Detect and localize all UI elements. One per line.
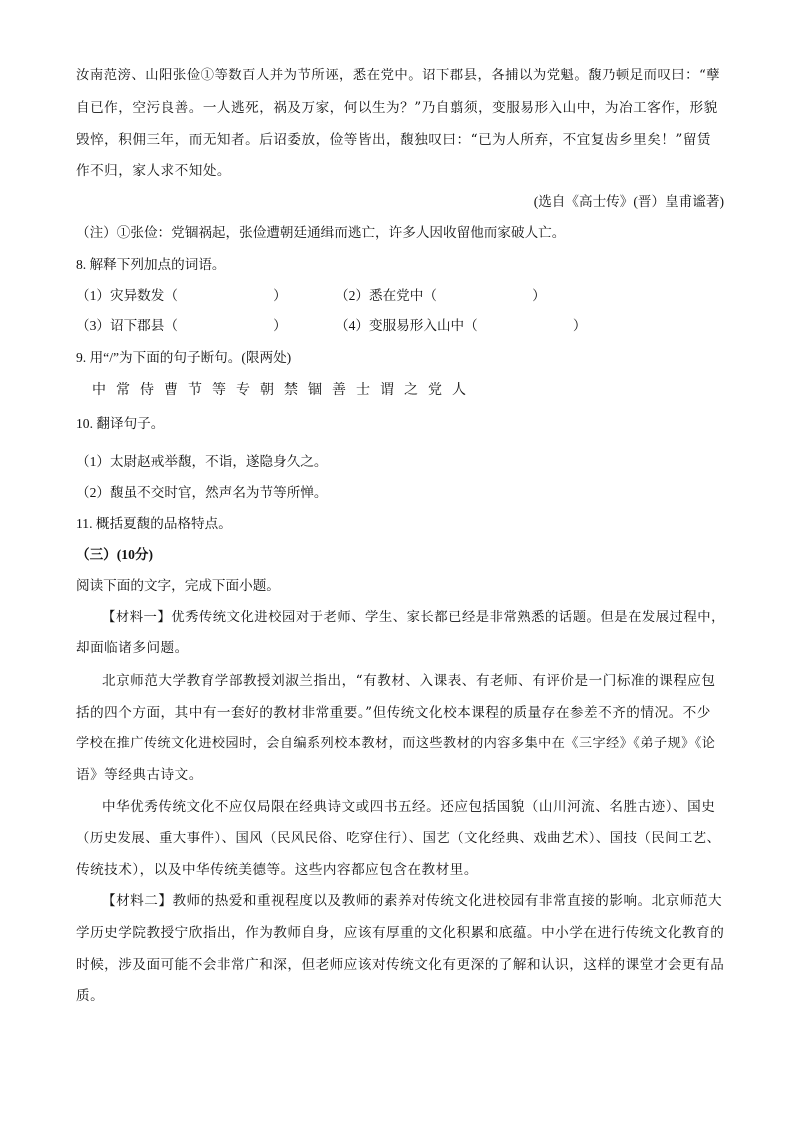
passage-line-3: 毁悴，积佣三年，而无知者。后诏委放，俭等皆出，馥独叹曰：“已为人所弃，不宜复齿乡里矣！”留赁 <box>76 132 712 148</box>
question-10-item-1: （1）太尉赵戒举馥，不诣，遂隐身久之。 <box>76 454 328 469</box>
question-10-item-2: （2）馥虽不交时官，然声名为节等所惮。 <box>76 485 328 500</box>
passage-note: （注）①张俭：党锢祸起，张俭遭朝廷通缉而逃亡，许多人因收留他而家破人亡。 <box>76 225 566 240</box>
question-9-stem: 9. 用“/”为下面的句子断句。(限两处) <box>76 350 292 365</box>
material-2-text: 教师的热爱和重视程度以及教师的素养对传统文化进校园有非常直接的影响。北京师范大 <box>172 893 723 909</box>
question-11-stem: 11. 概括夏馥的品格特点。 <box>76 516 232 531</box>
question-8-item-2: （2）悉在党中（ ） <box>335 288 546 303</box>
material-1-p3-line-1: 中华优秀传统文化不应仅局限在经典诗文或四书五经。还应包括国貌（山川河流、名胜古迹）、国史 <box>102 799 716 815</box>
material-1-text: 优秀传统文化进校园对于老师、学生、家长都已经是非常熟悉的话题。但是在发展过程中， <box>171 610 725 625</box>
question-8-item-4: （4）变服易形入山中（ ） <box>335 318 587 333</box>
question-8-item-1: （1）灾异数发（ ） <box>76 288 287 303</box>
material-1-tag: 【材料一】 <box>102 609 172 624</box>
question-9-sentence: 中常侍曹节等专朝禁锢善士谓之党人 <box>92 382 476 398</box>
material-1-line-2: 却面临诸多问题。 <box>76 640 189 656</box>
material-2-line-3: 时候，涉及面可能不会非常广和深，但老师应该对传统文化有更深的了解和认识，这样的课堂才会更有品 <box>76 957 725 973</box>
passage-source: (选自《高士传》(晋）皇甫谧著) <box>533 194 724 209</box>
material-1-p2-line-1: 北京师范大学教育学部教授刘淑兰指出，“有教材、入课表、有老师、有评价是一门标准的课程应包 <box>102 673 716 689</box>
material-1-p3-line-2: （历史发展、重大事件）、国风（民风民俗、吃穿住行）、国艺（文化经典、戏曲艺术）、国技（民间工艺、 <box>76 831 721 846</box>
material-2-line-4: 质。 <box>76 988 105 1004</box>
material-1-p2-line-3: 学校在推广传统文化进校园时，会自编系列校本教材，而这些教材的内容多集中在《三字经》《弟子规》《论 <box>76 736 716 751</box>
material-1-line-1 <box>102 607 724 628</box>
passage-line-2: 自已作，空污良善。一人逃死，祸及万家，何以生为？”乃自翦须，变服易形入山中，为冶工客作，形貌 <box>76 100 718 116</box>
material-2-line-1 <box>102 891 724 911</box>
passage-line-1: 汝南范滂、山阳张俭①等数百人并为节所诬，悉在党中。诏下郡县，各捕以为党魁。馥乃顿足而叹曰：“孽 <box>76 68 721 83</box>
material-2-tag: 【材料二】 <box>102 893 173 908</box>
material-1-p2-line-4: 语》等经典古诗文。 <box>76 767 203 783</box>
material-1-p2-line-2: 括的四个方面，其中有一套好的教材非常重要。”但传统文化校本课程的质量存在参差不齐的情况。不少 <box>76 705 711 721</box>
question-8-item-3: （3）诏下郡县（ ） <box>76 318 287 333</box>
passage-line-4: 作不归，家人求不知处。 <box>76 163 232 179</box>
section-3-instruction: 阅读下面的文字，完成下面小题。 <box>76 578 280 593</box>
material-2-line-2: 学历史学院教授宁欣指出，作为教师自身，应该有厚重的文化积累和底蕴。中小学在进行传统文化教育的 <box>76 925 725 941</box>
question-8-stem: 8. 解释下列加点的词语。 <box>76 257 226 272</box>
material-1-p3-line-3: 传统技术），以及中华传统美德等。这些内容都应包含在教材里。 <box>76 862 478 878</box>
section-3-heading: （三）(10分) <box>76 547 154 562</box>
question-10-stem: 10. 翻译句子。 <box>76 416 165 431</box>
